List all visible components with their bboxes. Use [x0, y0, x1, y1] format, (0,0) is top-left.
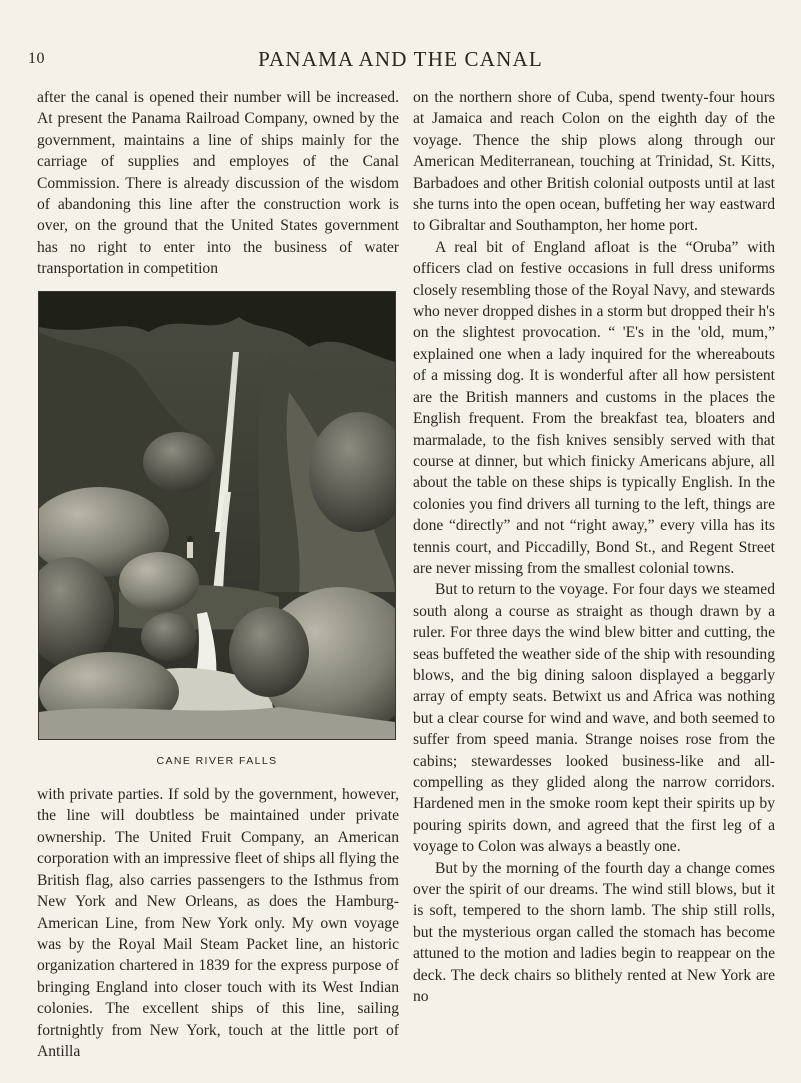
figure [38, 291, 396, 772]
figure-caption: CANE RIVER FALLS [156, 754, 278, 767]
paragraph: But by the morning of the fourth day a change comes over the spirit of our dreams. The wind still blows, but it is soft, tempered to the shorn lamb. The ship still rolls, but the mysterious organ called the stomach has become attuned to the motion and ladies begin to reappear on the deck. The deck chairs so blithely rented at New York are no [413, 859, 775, 1006]
paragraph: on the northern shore of Cuba, spend twenty-four hours at Jamaica and reach Colon on the eighth day of the voyage. Thence the ship plows along through our American Mediterranean, touching at Trinidad, St. Kitts, Barbadoes and other British colonial outposts until at last she turns into the open ocean, buffeting her way eastward to Gibraltar and Southampton, her home port. [413, 89, 775, 235]
paragraph: A real bit of England afloat is the “Oruba” with officers clad on festive occasions in full dress uniforms closely resembling those of the Royal Navy, and stewards who never dropped dishes in a storm but dropped their h's on the slightest provocation. “ 'E's in the 'old, mum,” explained one when a lady inquired for the whereabouts of a missing dog. It is wonderful after all how persistent are the British manners and customs in the places the English frequent. From the breakfast tea, bloaters and marmalade, to the fish knives sensibly served with that course at dinner, but which finicky Americans abjure, all about the table on these ships is typically English. In the colonies you find drivers all turning to the left, things are done “directly” and not “right away,” every villa has its tennis court, and Piccadilly, Bond St., and Regent Street are never missing from the smallest colonial towns. [413, 238, 775, 577]
paragraph: with private parties. If sold by the government, however, the line will doubtless be maintained under private ownership. The United Fruit Company, an American corporation with an impressive fleet of ships all flying the British flag, also carries passengers to the Isthmus from New York and New Orleans, as does the Hamburg-American Line, from New York only. My own voyage was by the Royal Mail Steam Packet line, an historic organization chartered in 1839 for the express purpose of bringing England into closer touch with its West Indian colonies. The excellent ships of this line, sailing fortnightly from New York, touch at the little port of Antilla [37, 786, 399, 1060]
page-number: 10 [28, 50, 45, 67]
running-head: PANAMA AND THE CANAL [258, 47, 543, 71]
paragraph: after the canal is opened their number will be increased. At present the Panama Railroad Company, owned by the government, maintains a line of ships mainly for the carriage of supplies and employes of the Canal Commission. There is already discussion of the wisdom of abandoning this line after the construction work is over, on the ground that the United States government has no right to enter into the business of water transportation in competition [37, 89, 399, 278]
left-column [37, 87, 399, 1062]
right-column [413, 87, 775, 1007]
paragraph: But to return to the voyage. For four days we steamed south along a course as straight as though drawn by a ruler. For three days the wind blew bitter and cutting, the seas buffeted the weather side of the ship with resounding blows, and the big dining saloon displayed a beggarly array of empty seats. Betwixt us and Africa was nothing but a clear course for wind and wave, and both seemed to suffer from speed mania. Strange noises rose from the cabins; stewardesses looked business-like and all-compelling as they glided along the narrow corridors. Hardened men in the smoke room kept their spirits up by pouring spirits down, and agreed that the first leg of a voyage to Colon was always a beastly one. [413, 581, 775, 856]
waterfall-photograph [38, 291, 396, 740]
